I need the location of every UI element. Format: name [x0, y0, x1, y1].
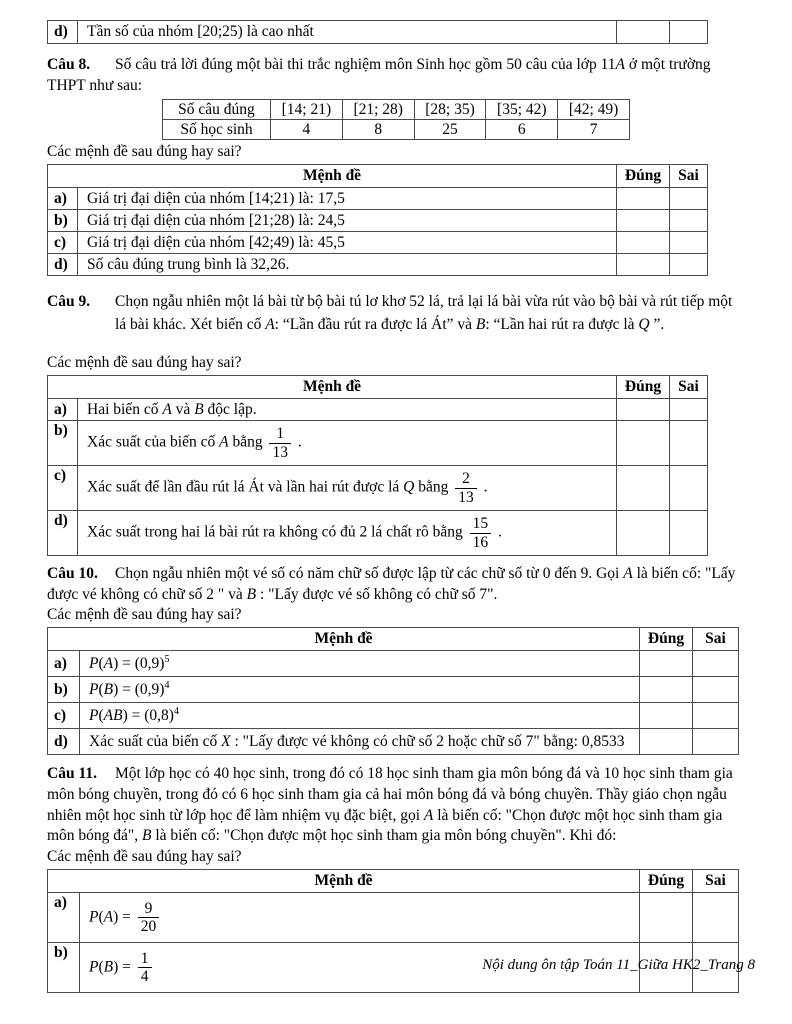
sai-header: Sai	[693, 628, 739, 651]
dung-cell	[617, 399, 670, 421]
dung-cell	[640, 893, 693, 943]
row-label: a)	[48, 893, 80, 943]
freq-bin: [21; 28)	[342, 100, 414, 120]
sai-cell	[670, 254, 708, 276]
frequency-table	[162, 99, 630, 140]
statement: Xác suất của biến cố A bằng $\frac{1}{13}$ .	[78, 421, 617, 466]
question-10-statement-table	[47, 627, 739, 755]
freq-row2-label: Số học sinh	[163, 120, 271, 140]
sai-cell	[670, 188, 708, 210]
row-label: d)	[48, 729, 80, 755]
dung-cell	[617, 21, 670, 44]
table-row	[48, 511, 708, 556]
question-8-statement-table	[47, 164, 708, 276]
row-label: b)	[48, 210, 78, 232]
fraction: $\frac{15}{16}$	[470, 515, 492, 551]
statement: $P(A) = (0,9)^5$	[80, 651, 640, 677]
statement: $P(AB) = (0,8)^4$	[80, 703, 640, 729]
sai-cell	[670, 21, 708, 44]
statement: Giá trị đại diện của nhóm [21;28) là: 24,5	[78, 210, 617, 232]
fraction: $\frac{1}{4}$	[138, 950, 152, 986]
table-row	[48, 254, 708, 276]
row-label: d)	[48, 511, 78, 556]
question-8-prompt: Các mệnh đề sau đúng hay sai?	[47, 143, 242, 161]
table-row	[48, 232, 708, 254]
sai-cell	[670, 466, 708, 511]
table-header-row	[48, 165, 708, 188]
sai-cell	[693, 677, 739, 703]
question-9-prompt: Các mệnh đề sau đúng hay sai?	[47, 353, 242, 371]
statement: $P(B) = (0,9)^4$	[80, 677, 640, 703]
table-header-row	[48, 870, 739, 893]
statement: Hai biến cố A và B độc lập.	[78, 399, 617, 421]
sai-header: Sai	[693, 870, 739, 893]
menhde-header: Mệnh đề	[48, 376, 617, 399]
table-row	[48, 421, 708, 466]
freq-count: 8	[342, 120, 414, 140]
fraction: $\frac{1}{13}$	[269, 425, 291, 461]
freq-row1-label: Số câu đúng	[163, 100, 271, 120]
table-row	[48, 210, 708, 232]
dung-cell	[617, 511, 670, 556]
table-row	[48, 21, 708, 44]
row-label: a)	[48, 399, 78, 421]
question-11-text: Câu 11. Một lớp học có 40 học sinh, trong đó có 18 học sinh tham gia môn bóng đá và 10 học sinh tham gia môn bóng chuyền, trong đó có 6 học sinh tham gia cả hai môn bóng đá và bóng chuyền. Thầy giáo chọn ngẫu nhiên một học sinh từ lớp học để làm nhiệm vụ đặc biệt, gọi A là biến cố: "Chọn được một học sinh tham gia môn bóng đá", B là biến cố: "Chọn được một học sinh tham gia môn bóng chuyền". Khi đó:	[47, 765, 733, 845]
statement: P(A) = $\frac{9}{20}$	[80, 893, 640, 943]
fraction: $\frac{9}{20}$	[138, 900, 160, 936]
statement: Xác suất của biến cố X : "Lấy được vé không có chữ số 2 hoặc chữ số 7" bằng: 0,8533	[80, 729, 640, 755]
sai-header: Sai	[670, 165, 708, 188]
sai-cell	[693, 703, 739, 729]
question-8-number: Câu 8.	[47, 56, 91, 73]
dung-cell	[617, 210, 670, 232]
question-9-number: Câu 9.	[47, 293, 91, 311]
freq-count: 4	[271, 120, 343, 140]
table-row	[48, 677, 739, 703]
statement: Tần số của nhóm [20;25) là cao nhất	[78, 21, 617, 44]
dung-header: Đúng	[640, 870, 693, 893]
page-footer: Nội dung ôn tập Toán 11_Giữa HK2_Trang 8	[482, 957, 755, 973]
dung-header: Đúng	[617, 376, 670, 399]
table-header-row	[48, 628, 739, 651]
freq-count: 25	[414, 120, 486, 140]
fraction: $\frac{2}{13}$	[455, 470, 477, 506]
question-8-text: Câu 8. Số câu trả lời đúng một bài thi trắc nghiệm môn Sinh học gồm 50 câu của lớp 11A ở một trường THPT như sau:	[47, 56, 711, 94]
sai-cell	[693, 893, 739, 943]
menhde-header: Mệnh đề	[48, 870, 640, 893]
statement: Giá trị đại diện của nhóm [42;49) là: 45,5	[78, 232, 617, 254]
table-row	[48, 651, 739, 677]
row-label: b)	[48, 421, 78, 466]
menhde-header: Mệnh đề	[48, 628, 640, 651]
question-11-prompt: Các mệnh đề sau đúng hay sai?	[47, 847, 242, 865]
freq-bin: [35; 42)	[486, 100, 558, 120]
question-9-text: Câu 9. Chọn ngẫu nhiên một lá bài từ bộ bài tú lơ khơ 52 lá, trả lại lá bài vừa rút vào bộ bài và rút tiếp một lá bài khác. Xét biến cố A: “Lần đầu rút ra được lá Át” và B: “Lần hai rút ra được là Q ”.	[47, 293, 733, 334]
dung-cell	[640, 703, 693, 729]
row-label: a)	[48, 188, 78, 210]
freq-bin: [14; 21)	[271, 100, 343, 120]
menhde-header: Mệnh đề	[48, 165, 617, 188]
row-label: b)	[48, 943, 80, 993]
freq-count: 6	[486, 120, 558, 140]
table-row	[48, 399, 708, 421]
top-fragment-table	[47, 20, 708, 44]
sai-header: Sai	[670, 376, 708, 399]
dung-cell	[640, 729, 693, 755]
sai-cell	[693, 651, 739, 677]
dung-header: Đúng	[617, 165, 670, 188]
table-row	[48, 729, 739, 755]
statement: Xác suất để lần đầu rút lá Át và lần hai rút được lá Q bằng $\frac{2}{13}$ .	[78, 466, 617, 511]
dung-cell	[640, 677, 693, 703]
row-label: b)	[48, 677, 80, 703]
dung-cell	[617, 466, 670, 511]
sai-cell	[670, 232, 708, 254]
row-label: d)	[48, 254, 78, 276]
row-label: d)	[48, 21, 78, 44]
dung-header: Đúng	[640, 628, 693, 651]
question-10-prompt: Các mệnh đề sau đúng hay sai?	[47, 606, 242, 624]
sai-cell	[693, 729, 739, 755]
dung-cell	[617, 421, 670, 466]
row-label: a)	[48, 651, 80, 677]
freq-count: 7	[558, 120, 630, 140]
sai-cell	[670, 421, 708, 466]
question-10-text: Câu 10. Chọn ngẫu nhiên một vé số có năm chữ số được lập từ các chữ số từ 0 đến 9. Gọi A là biến cố: "Lấy được vé không có chữ số 2 " và B : "Lấy được vé số không có chữ số 7".	[47, 565, 736, 603]
dung-cell	[640, 651, 693, 677]
sai-cell	[670, 399, 708, 421]
question-11-number: Câu 11.	[47, 765, 97, 783]
freq-bin: [42; 49)	[558, 100, 630, 120]
question-10-number: Câu 10.	[47, 565, 98, 583]
statement: P(B) = $\frac{1}{4}$	[80, 943, 640, 993]
dung-cell	[617, 188, 670, 210]
row-label: c)	[48, 703, 80, 729]
freq-bin: [28; 35)	[414, 100, 486, 120]
table-row	[48, 188, 708, 210]
question-11-statement-table	[47, 869, 739, 993]
statement: Giá trị đại diện của nhóm [14;21) là: 17,5	[78, 188, 617, 210]
table-row	[163, 100, 630, 120]
table-row	[163, 120, 630, 140]
row-label: c)	[48, 466, 78, 511]
row-label: c)	[48, 232, 78, 254]
question-9-statement-table	[47, 375, 708, 556]
statement: Số câu đúng trung bình là 32,26.	[78, 254, 617, 276]
dung-cell	[617, 232, 670, 254]
table-row	[48, 703, 739, 729]
table-row	[48, 466, 708, 511]
statement: Xác suất trong hai lá bài rút ra không có đủ 2 lá chất rô bằng $\frac{15}{16}$ .	[78, 511, 617, 556]
sai-cell	[670, 210, 708, 232]
dung-cell	[617, 254, 670, 276]
sai-cell	[670, 511, 708, 556]
table-row	[48, 893, 739, 943]
table-header-row	[48, 376, 708, 399]
